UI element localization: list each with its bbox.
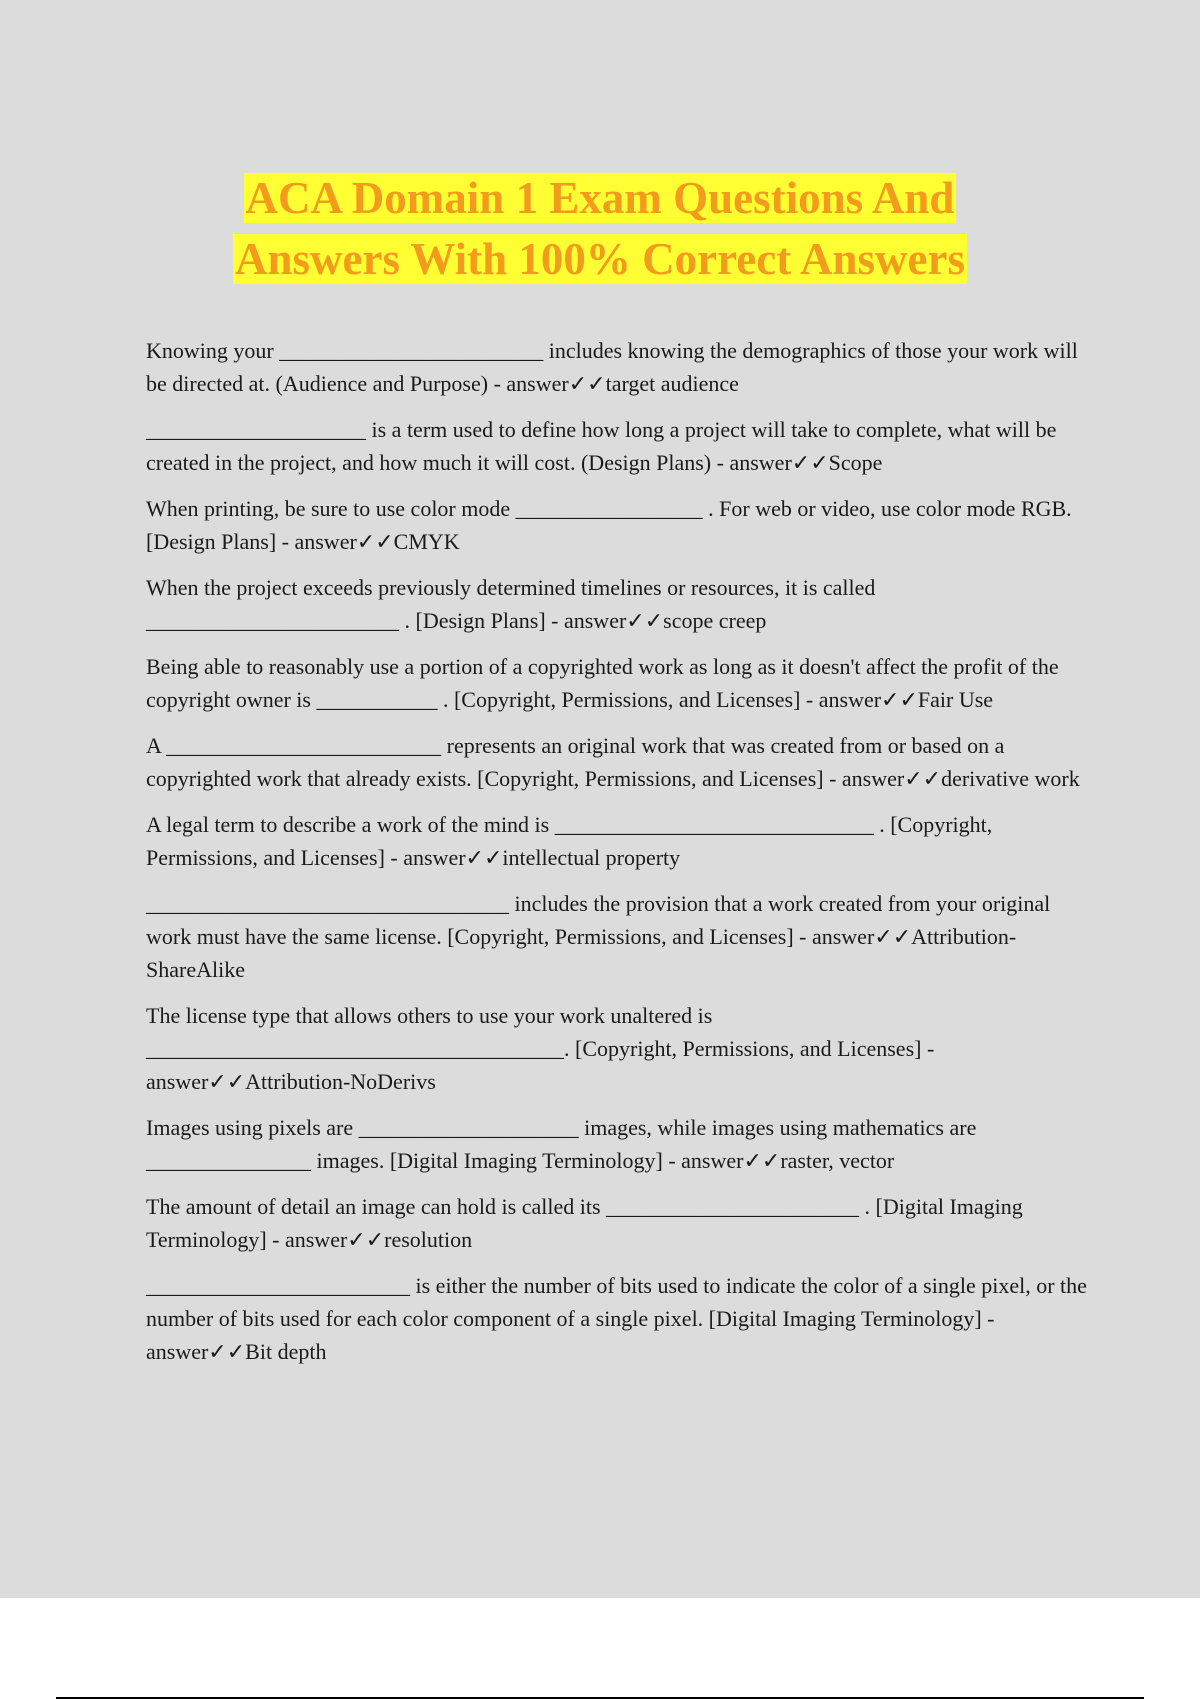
question-item: A legal term to describe a work of the mind is _____________________________ . [Copyright, Permissions, and Licenses] - answer✓✓intellectual property bbox=[146, 812, 993, 870]
title-line-2: Answers With 100% Correct Answers bbox=[235, 234, 965, 284]
question-item: The license type that allows others to use your work unaltered is ______________________________________. [Copyright, Permissions, and Licenses] - answer✓✓Attribution-NoDerivs bbox=[146, 1003, 935, 1094]
question-item: Knowing your ________________________ includes knowing the demographics of those your work will be directed at. (Audience and Purpose) - answer✓✓target audience bbox=[146, 338, 1078, 396]
question-item: ____________________ is a term used to define how long a project will take to complete, what will be created in the project, and how much it will cost. (Design Plans) - answer✓✓Scope bbox=[146, 417, 1057, 475]
question-item: A _________________________ represents an original work that was created from or based on a copyrighted work that already exists. [Copyright, Permissions, and Licenses] - answer✓✓derivative work bbox=[146, 733, 1080, 791]
question-item: The amount of detail an image can hold is called its _______________________ . [Digital Imaging Terminology] - answer✓✓resolution bbox=[146, 1194, 1023, 1252]
question-item: When printing, be sure to use color mode _________________ . For web or video, use color mode RGB. [Design Plans] - answer✓✓CMYK bbox=[146, 496, 1072, 554]
question-item: _________________________________ includes the provision that a work created from your original work must have the same license. [Copyright, Permissions, and Licenses] - answer✓✓Attribution-ShareAlike bbox=[146, 891, 1051, 982]
footer-divider bbox=[56, 1697, 1144, 1699]
question-list bbox=[146, 334, 1092, 1381]
question-item: ________________________ is either the number of bits used to indicate the color of a single pixel, or the number of bits used for each color component of a single pixel. [Digital Imaging Terminology] - answer✓✓Bit depth bbox=[146, 1273, 1087, 1364]
title-line-1: ACA Domain 1 Exam Questions And bbox=[245, 173, 955, 223]
question-item: When the project exceeds previously determined timelines or resources, it is called _______________________ . [Design Plans] - answer✓✓scope creep bbox=[146, 575, 876, 633]
question-item: Images using pixels are ____________________ images, while images using mathematics are _______________ images. [Digital Imaging Terminology] - answer✓✓raster, vector bbox=[146, 1115, 977, 1173]
document-title bbox=[0, 168, 1200, 290]
question-item: Being able to reasonably use a portion of a copyrighted work as long as it doesn't affect the profit of the copyright owner is ___________ . [Copyright, Permissions, and Licenses] - answer✓✓Fair Use bbox=[146, 654, 1059, 712]
